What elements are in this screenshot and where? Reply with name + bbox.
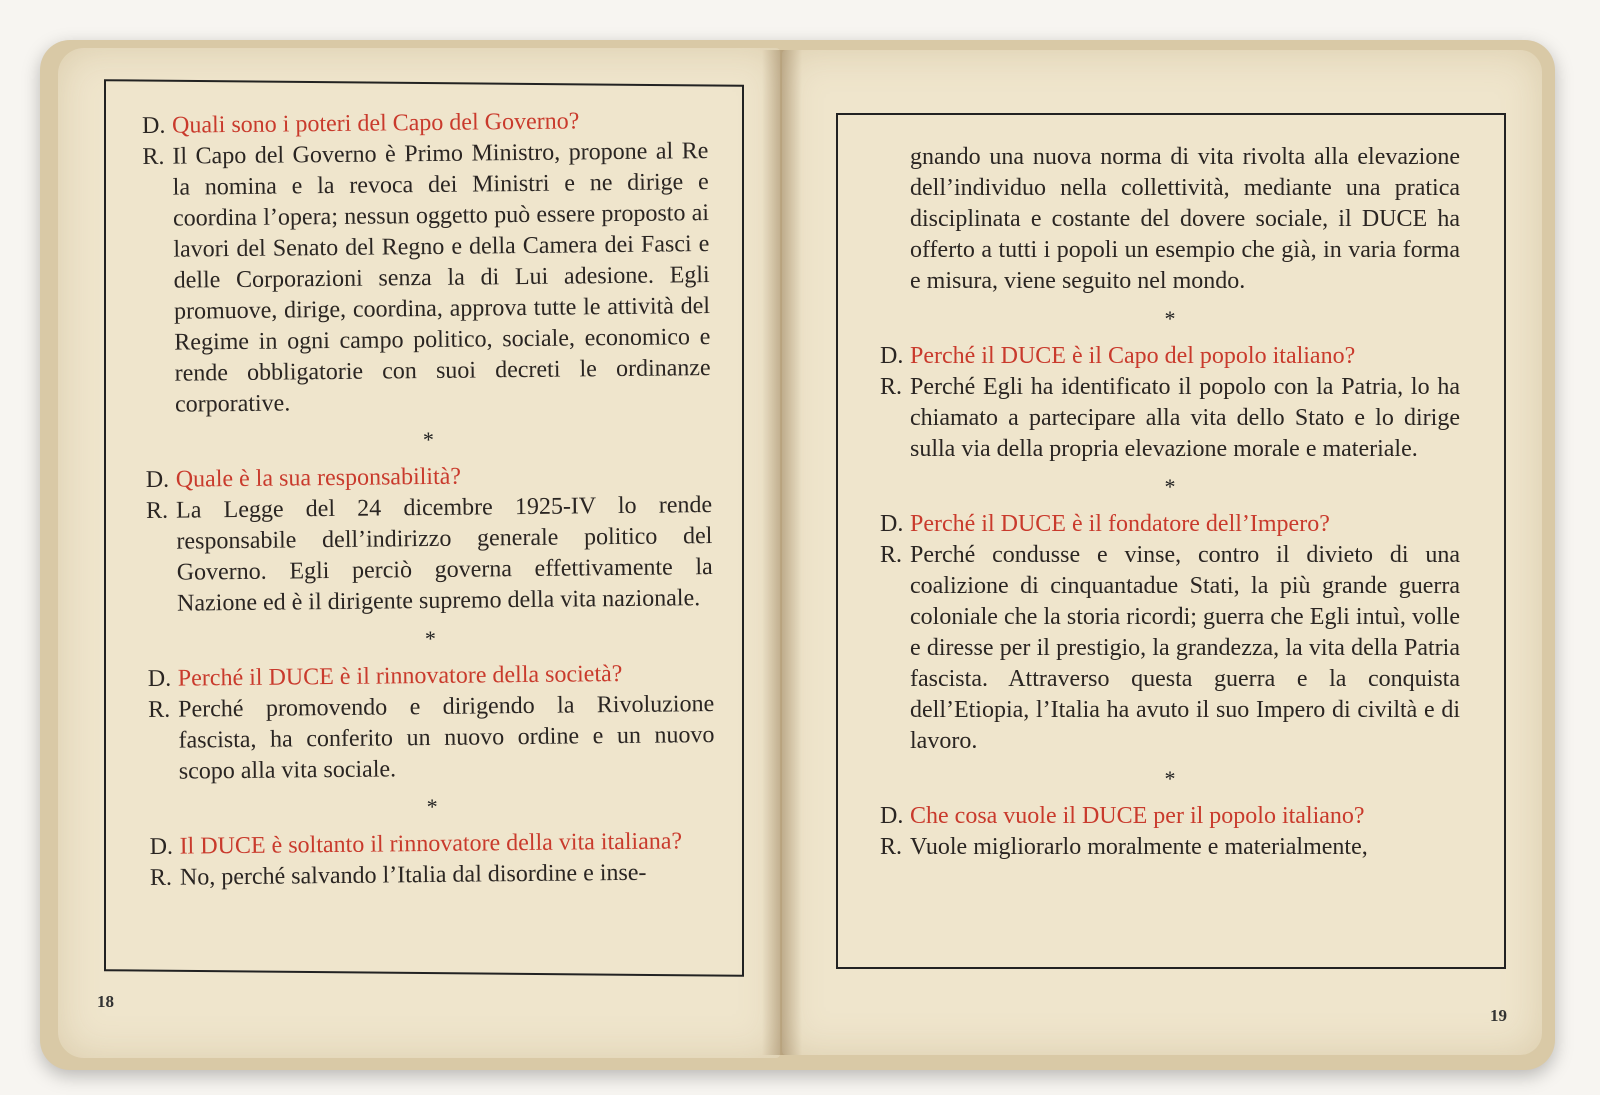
separator-star: * [1164,766,1176,791]
question-marker: D. [147,665,172,692]
continuation-text: gnando una nuova norma di vita rivolta alla elevazione dell’individuo nella collettività, mediante una pratica disciplinata e costante del dovere sociale, il DUCE ha offerto a tutti i popoli un esempio che già, in varia forma e misura, viene seguito nel mondo. [910,144,1460,294]
page-number: 18 [97,992,114,1011]
separator-star: * [424,625,437,652]
question-text: Il DUCE è soltanto il rinnovatore della vita italiana? [179,828,683,860]
left-page-text [142,105,716,894]
answer-marker: R. [148,696,171,723]
qa-block [148,658,715,788]
answer-marker: R. [880,374,903,400]
separator-star: * [1164,474,1176,499]
answer-text: No, perché salvando l’Italia dal disordine e inse- [179,859,647,891]
qa-block [142,105,711,421]
answer-text: Vuole migliorarlo moralmente e materialmente, [910,834,1368,860]
qa-block [146,459,714,620]
qa-block [149,826,716,894]
answer-text: La Legge del 24 dicembre 1925-IV lo rende responsabile dell’indirizzo generale politico del Governo. Egli perciò governa effettivamente la Nazione ed è il dirigente supremo della vita nazionale. [175,492,713,617]
question-marker: D. [141,112,166,139]
answer-text: Perché promovendo e dirigendo la Rivoluzione fascista, ha conferito un nuovo ordine e un nuovo scopo alla vita sociale. [178,691,715,785]
question-marker: D. [880,803,904,829]
question-text: Perché il DUCE è il rinnovatore della società? [177,660,623,692]
answer-marker: R. [880,542,903,568]
question-text: Perché il DUCE è il fondatore dell’Impero? [910,511,1330,537]
question-marker: D. [880,343,904,369]
question-text: Quali sono i poteri del Capo del Governo? [171,108,580,139]
qa-block [880,801,1460,863]
question-text: Perché il DUCE è il Capo del popolo italiano? [910,343,1356,369]
question-text: Quale è la sua responsabilità? [175,463,462,493]
question-marker: D. [880,511,904,537]
answer-text: Perché condusse e vinse, contro il divieto di una coalizione di cinquantadue Stati, la più grande guerra coloniale che la storia ricordi; guerra che Egli intuì, volle e diresse per il prestigio, la grandezza, la vita della Patria fascista. Attraverso questa guerra e la conquista dell’Etiopia, l’Italia ha avuto il suo Impero di civiltà e di lavoro. [910,542,1460,754]
answer-marker: R. [880,834,903,860]
separator-star: * [426,793,438,820]
separator-star: * [422,426,435,453]
question-text: Che cosa vuole il DUCE per il popolo italiano? [910,803,1365,829]
qa-block [880,341,1460,465]
separator-star: * [1164,306,1176,331]
book-gutter [762,50,802,1055]
answer-text: Il Capo del Governo è Primo Ministro, propone al Re la nomina e la revoca dei Ministri e ne dirige e coordina l’opera; nessun oggetto può essere proposto ai lavori del Senato del Regno e della Camera dei Fasci e delle Corporazioni senza la di Lui adesione. Egli promuove, dirige, coordina, approva tutte le attività del Regime in ogni campo politico, sociale, economico e rende obbligatorie con suoi decreti le ordinanze corporative. [172,138,711,418]
answer-marker: R. [142,143,165,170]
qa-block [880,509,1460,757]
answer-marker: R. [149,864,173,891]
right-page-text [880,142,1460,863]
page-number: 19 [1490,1006,1507,1025]
question-marker: D. [149,833,174,860]
question-marker: D. [145,466,170,493]
answer-text: Perché Egli ha identificato il popolo con la Patria, lo ha chiamato a partecipare alla vita dello Stato e lo dirige sulla via della propria elevazione morale e materiale. [910,374,1460,462]
answer-marker: R. [145,497,169,524]
